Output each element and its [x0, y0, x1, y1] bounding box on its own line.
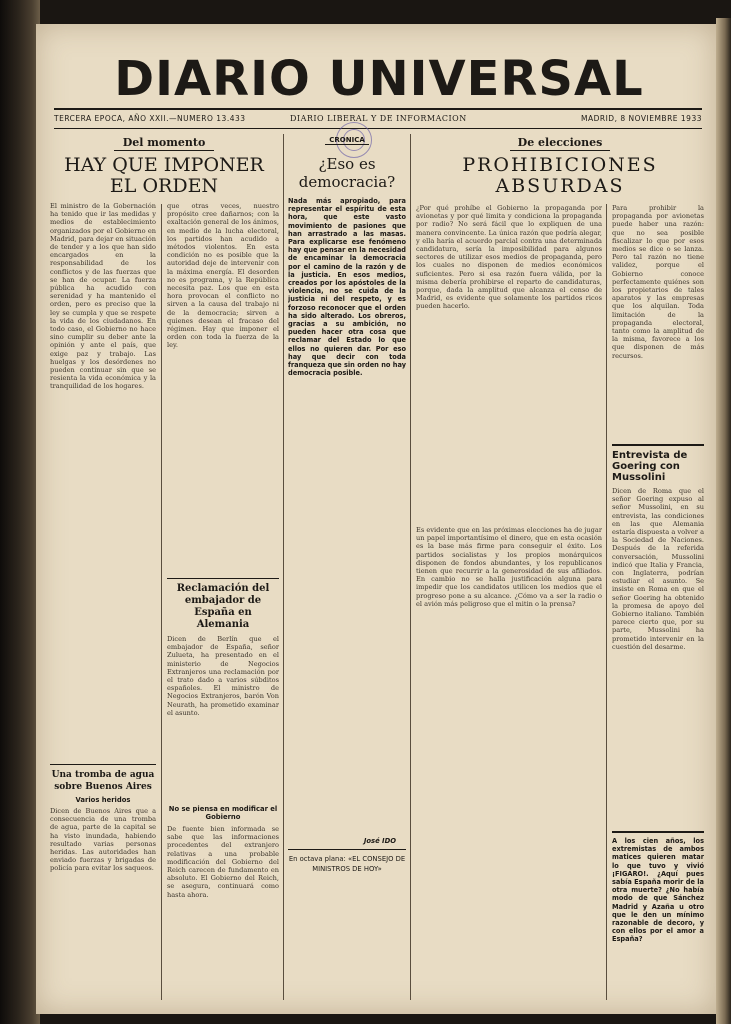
article-rule — [612, 831, 704, 833]
nota-body: De fuente bien informada se sabe que las informaciones procedentes del extranjero relativas a una probable modificación del Gobierno del Reich carecen de fundamento en absoluto. El Gobierno del Reich, se asegura, continuará como hasta ahora. — [167, 825, 279, 899]
tromba-headline: Una tromba de agua sobre Buenos Aires — [51, 770, 155, 792]
column-divider — [283, 134, 284, 1000]
article-rule — [167, 578, 279, 579]
prohibiciones-col-a — [416, 204, 602, 1000]
tagline: DIARIO LIBERAL Y DE INFORMACION — [290, 114, 467, 123]
masthead-info-line — [54, 112, 702, 126]
section-label: De elecciones — [510, 136, 610, 151]
article-rule — [50, 764, 156, 765]
figaro-box: A los cien años, los extremistas de ambos matices quieren matar lo que tuvo y vivió ¡FIGARO!. ¿Aquí pues sabía España morir de la otra muerte? ¿No había modo de que Sánchez Madrid y Azaña u otro que le den un mínimo razonable de decoro, y con ellos por el amor a España? — [612, 837, 704, 944]
prohibiciones-col-b — [612, 204, 704, 955]
edition-line: TERCERA EPOCA, AÑO XXII.—NUMERO 13.433 — [54, 114, 246, 123]
article-rule — [288, 849, 406, 850]
embajador-body: Dicen de Berlín que el embajador de España, señor Zulueta, ha presentado en el ministerio de Negocios Extranjeros una reclamación por el trato dado a varios súbditos españoles. El ministro de Negocios Extranjeros, barón Von Neurath, ha prometido examinar el asunto. — [167, 635, 279, 717]
cronica-body: Nada más apropiado, para representar el espíritu de esta hora, que este vasto movimiento de pasiones que han arrastrado a las masas. Para explicarse ese fenómeno hay que pensar en la necesidad de encaminar la democracia por el camino de la razón y de la justicia. En esos medios, creados por los apóstoles de la violencia, no se cuida de la justicia ni del respeto, y es forzoso reconocer que el orden ha sido alterado. Los obreros, gracias a su ambición, no pueden hacer otra cosa que reclamar del Estado lo que ellos no quieren dar. Por eso hay que decir con toda franqueza que sin orden no hay democracia posible. — [288, 197, 406, 378]
orden-article-col-b — [167, 202, 279, 975]
cronica-headline: ¿Eso es democracia? — [298, 155, 396, 191]
masthead-rule-bottom — [54, 128, 702, 129]
promo-note: En octava plana: «EL CONSEJO DE MINISTROS DE HOY» — [288, 855, 406, 873]
newspaper-page — [36, 24, 716, 1014]
cronica-signature: José IDO — [363, 837, 396, 845]
section-label: CRONICA — [325, 136, 369, 145]
masthead-title: DIARIO UNIVERSAL — [114, 51, 644, 107]
tromba-body: Dicen de Buenos Aires que a consecuencia de una tromba de agua, parte de la capital se ha visto inundada, habiendo resultado varias personas heridas. Las autoridades han enviado fuerzas y brigadas de policía para evitar los saqueos. — [50, 807, 156, 873]
book-binding — [0, 0, 40, 1024]
embajador-headline: Reclamación del embajador de España en Alemania — [176, 583, 270, 630]
cronica-column — [288, 136, 406, 874]
article-headline: HAY QUE IMPONER EL ORDEN — [64, 154, 264, 197]
orden-article-col-a — [50, 202, 156, 977]
prohibiciones-body-continued: Es evidente que en las próximas elecciones ha de jugar un papel importantísimo el dinero, que en esta ocasión es la base más firme para conseguir el éxito. Los partidos socialistas y los propios monárquicos disponen de fondos abundantes, y los republicanos tienen que recurrir a la generosidad de sus afiliados. En cambio no se halla justificación alguna para impedir que los candidatos utilicen los medios que el progreso pone a su alcance. ¿Cómo va a ser la radio o el avión más peligroso que el mitin o la prensa? — [416, 526, 602, 608]
prohibiciones-body: ¿Por qué prohíbe el Gobierno la propaganda por avionetas y por qué limita y condiciona la propaganda por radio? No será fácil que lo expliquen de una manera convincente. La única razón que podría alegar, y ella haría el acuerdo parcial contra una determinada candidatura, sería la imposibilidad para algunos sectores de utilizar esos medios de propaganda, pero los cuales no disponen de medios económicos suficientes. Pero si esa razón fuera válida, por la misma debería prohibirse el reparto de candidaturas, porque, dada la amplitud que alcanza el censo de Madrid, es evidente que solamente los partidos ricos pueden hacerlo. — [416, 204, 602, 311]
column-divider — [161, 204, 162, 1000]
column-divider — [606, 204, 607, 1000]
orden-article-header — [50, 136, 278, 197]
entrevista-body: Dicen de Roma que el señor Goering expuso al señor Mussolini, en su entrevista, las condiciones en las que Alemania estaría dispuesta a volver a la Sociedad de Naciones. Después de la referida conversación, Mussolini indicó que Italia y Francia, con Inglaterra, podrían estudiar el asunto. Se insiste en Roma en que el señor Goering ha obtenido la promesa de apoyo del Gobierno italiano. También parece cierto que, por su parte, Mussolini ha prometido intervenir en la cuestión del desarme. — [612, 487, 704, 651]
column-divider — [410, 134, 411, 1000]
entrevista-headline: Entrevista de Goering con Mussolini — [612, 450, 688, 483]
article-body-continued: que otras veces, nuestro propósito cree dañarnos; con la exaltación general de los ánimos, en medio de la lucha electoral, los partidos han acudido a métodos violentos. En esta condición no es posible que la autoridad deje de intervenir con la máxima energía. El desorden no es programa, y la República necesita paz. Los que en esta hora provocan el conflicto no sirven a la causa del trabajo ni de la democracia; sirven a quienes desean el fracaso del régimen. Hay que imponer el orden con toda la fuerza de la ley. — [167, 202, 279, 350]
prohibiciones-header — [416, 136, 704, 197]
article-body: El ministro de la Gobernación ha tenido que ir las medidas y medios de establecimiento organizados por el Gobierno en Madrid, para dejar en situación de tender y a los que han sido encargados en la responsabilidad de los conflictos y de las fuerzas que se han de ocupar. La fuerza pública ha acudido con serenidad y ha mantenido el orden, pero es preciso que la ley se cumpla y que se respete la vida de los ciudadanos. En todo caso, el Gobierno no hace sino cumplir su deber ante la opinión y ante el país, que exige paz y trabajo. Las huelgas y los desórdenes no pueden continuar sin que se resienta la vida económica y la tranquilidad de los hogares. — [50, 202, 156, 391]
prohibiciones-body-end: Para prohibir la propaganda por avionetas puede haber una razón: que no sea posible fiscalizar lo que por esos medios se dice o se lanza. Pero tal razón no tiene validez, porque el Gobierno conoce perfectamente quiénes son los propietarios de tales aparatos y las empresas que los alquilan. Toda limitación de la propaganda electoral, tanto como la amplitud de la misma, favorece a los que disponen de más recursos. — [612, 204, 704, 360]
prohibiciones-headline: PROHIBICIONES ABSURDAS — [462, 154, 658, 197]
page-edge — [716, 18, 731, 1024]
masthead-rule-top — [54, 108, 702, 110]
section-label: Del momento — [114, 136, 214, 151]
issue-date: MADRID, 8 NOVIEMBRE 1933 — [581, 114, 702, 123]
tromba-subhead: Varios heridos — [75, 796, 131, 804]
nota-subhead: No se piensa en modificar el Gobierno — [168, 805, 278, 821]
article-rule — [612, 444, 704, 446]
